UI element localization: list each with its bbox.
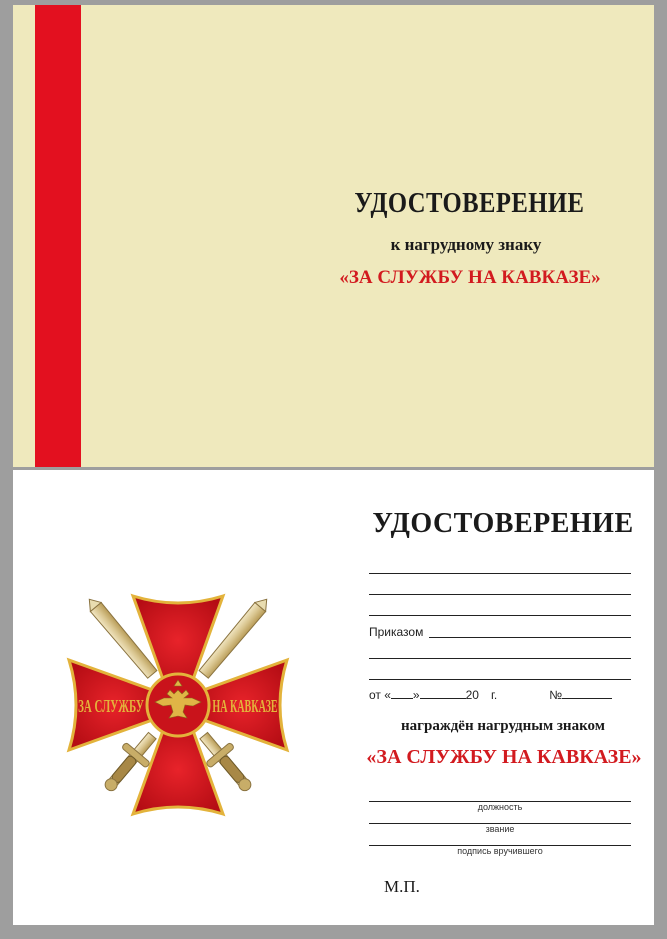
- date-prefix: от «: [369, 688, 391, 702]
- red-ribbon-stripe: [35, 5, 81, 467]
- fill-line-1[interactable]: [369, 573, 631, 574]
- certificate-inner-page: [13, 470, 654, 925]
- inner-title: УДОСТОВЕРЕНИЕ: [372, 508, 634, 539]
- position-caption: должность: [477, 802, 523, 812]
- order-fill-line[interactable]: [429, 637, 631, 638]
- order-date-line: [369, 687, 633, 702]
- year-prefix: 20: [465, 688, 479, 702]
- stamp-place: М.П.: [384, 877, 420, 896]
- month-field[interactable]: [420, 687, 466, 699]
- fill-line-4[interactable]: [369, 658, 631, 659]
- cover-title: УДОСТОВЕРЕНИЕ: [354, 188, 585, 219]
- rank-caption: звание: [485, 824, 515, 834]
- cover-award-name: «ЗА СЛУЖБУ НА КАВКАЗЕ»: [339, 267, 601, 288]
- fill-line-5[interactable]: [369, 679, 631, 680]
- number-sign: №: [549, 688, 563, 702]
- day-field[interactable]: [391, 687, 413, 699]
- signature-caption: подпись вручившего: [457, 846, 543, 856]
- year-suffix: г.: [490, 688, 498, 702]
- certificate-cover: [13, 5, 654, 467]
- badge-left-text: ЗА СЛУЖБУ: [78, 697, 144, 717]
- date-close-quote: »: [412, 688, 420, 702]
- fill-line-3[interactable]: [369, 615, 631, 616]
- awarded-text: награждён нагрудным знаком: [401, 718, 605, 734]
- badge-right-text: НА КАВКАЗЕ: [212, 697, 278, 717]
- order-label: Приказом: [369, 625, 424, 639]
- cover-subtitle: к нагрудному знаку: [390, 235, 542, 254]
- inner-award-name: «ЗА СЛУЖБУ НА КАВКАЗЕ»: [366, 746, 642, 768]
- order-number-field[interactable]: [562, 687, 612, 699]
- badge-cross-icon: [63, 590, 293, 820]
- fill-line-2[interactable]: [369, 594, 631, 595]
